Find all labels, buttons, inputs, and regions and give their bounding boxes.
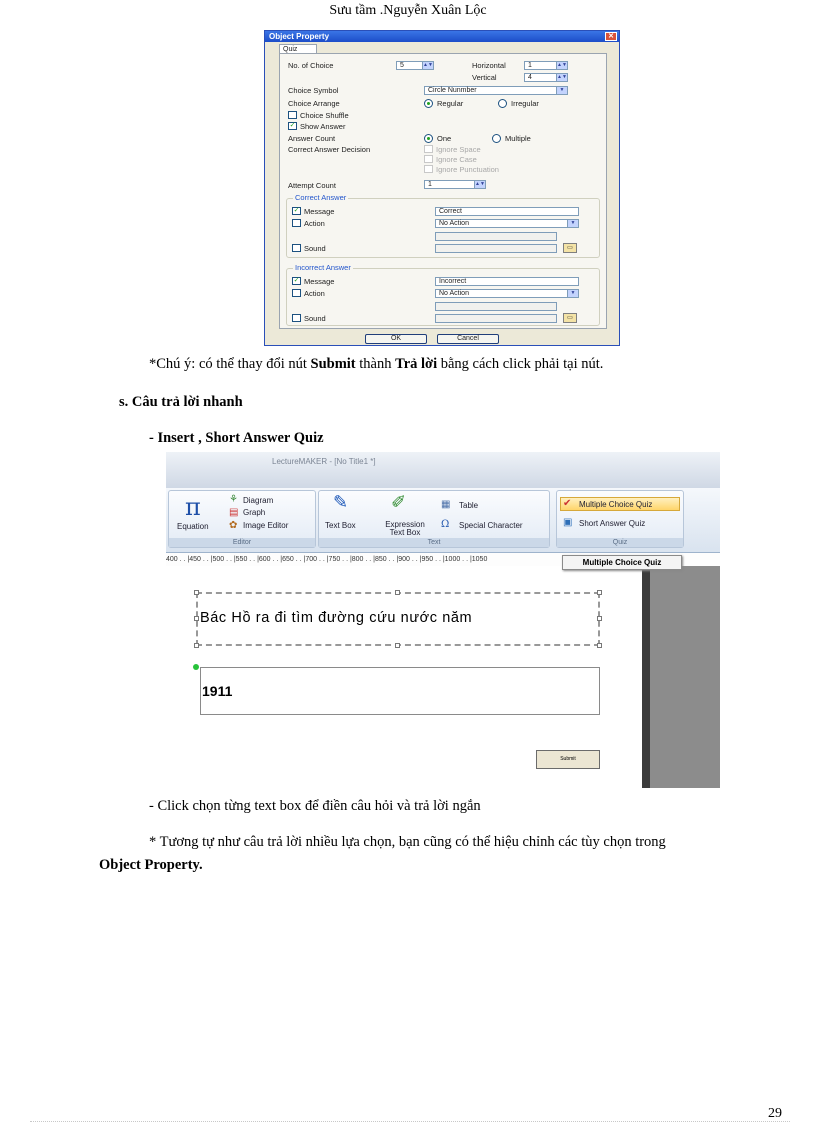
correct-action-select[interactable] [435, 219, 579, 228]
correct-answer-title: Correct Answer [295, 193, 347, 202]
multiple-choice-quiz-button[interactable]: Multiple Choice Quiz [579, 500, 653, 509]
text-box-button[interactable]: Text Box [325, 521, 356, 530]
expression-text-box-button[interactable]: Expression Text Box [385, 520, 425, 537]
ribbon [166, 488, 720, 553]
ignore-case-checkbox[interactable] [424, 155, 433, 163]
object-property-ref: Object Property. [99, 857, 203, 873]
note-text: *Chú ý: có thể thay đổi nút [149, 356, 311, 372]
chevron-down-icon[interactable]: ▼ [567, 290, 578, 297]
ignore-punctuation-label: Ignore Punctuation [436, 165, 499, 174]
no-of-choice-label: No. of Choice [288, 61, 334, 70]
quiz-group [556, 490, 684, 548]
ignore-case-label: Ignore Case [436, 155, 477, 164]
correct-sound-label: Sound [304, 244, 326, 253]
omega-icon[interactable]: Ω [441, 519, 450, 530]
folder-icon[interactable]: ▭ [563, 243, 577, 253]
spin-icon[interactable]: ▲▼ [423, 62, 433, 68]
page-number: 29 [768, 1106, 782, 1121]
short-answer-quiz-button[interactable]: Short Answer Quiz [579, 519, 646, 528]
chevron-down-icon[interactable]: ▼ [567, 220, 578, 227]
diagram-icon[interactable]: ⚘ [229, 494, 238, 505]
dialog-title: Object Property [269, 32, 330, 41]
close-icon[interactable]: ✕ [605, 32, 617, 41]
resize-handle[interactable] [194, 643, 199, 648]
note-text: bằng cách click phải tại nút. [437, 356, 604, 372]
ruler: 400 . . |450 . . |500 . . |550 . . |600 . . |650 . . |700 . . |750 . . |800 . . |850 . . |900 . . |950 . . |1000 . . |1050 [166, 553, 720, 567]
multiple-choice-icon[interactable]: ✔ [563, 498, 572, 509]
incorrect-action-checkbox[interactable] [292, 289, 301, 297]
resize-handle[interactable] [395, 643, 400, 648]
click-instruction: - Click chọn từng text box để điền câu hỏi và trả lời ngắn [149, 798, 481, 814]
correct-action-checkbox[interactable] [292, 219, 301, 227]
spin-icon[interactable]: ▲▼ [557, 62, 567, 68]
resize-handle[interactable] [194, 616, 199, 621]
footer-divider [30, 1121, 790, 1122]
no-of-choice-stepper[interactable] [396, 61, 434, 70]
irregular-label: Irregular [511, 99, 539, 108]
editor-group-caption: Editor [169, 538, 315, 547]
no-of-choice-value: 5 [400, 62, 404, 69]
answer-text: 1911 [202, 683, 233, 699]
diagram-button[interactable]: Diagram [243, 496, 274, 505]
note-text: thành [355, 356, 396, 372]
lecturemaker-title-bar: LectureMAKER - [No Title1 *] [166, 452, 720, 488]
irregular-radio[interactable] [498, 99, 507, 108]
incorrect-message-input[interactable]: Incorrect [435, 277, 579, 286]
expression-text-box-icon[interactable]: ✐ [391, 492, 407, 512]
vertical-value: 4 [528, 74, 532, 81]
rotation-handle[interactable] [193, 664, 199, 670]
resize-handle[interactable] [597, 616, 602, 621]
correct-decision-label: Correct Answer Decision [288, 145, 371, 154]
answer-count-label: Answer Count [288, 134, 336, 143]
pi-icon[interactable]: π [185, 493, 201, 521]
lecturemaker-screenshot [166, 452, 720, 788]
text-group-caption: Text [319, 538, 549, 547]
choice-symbol-label: Choice Symbol [288, 86, 339, 95]
resize-handle[interactable] [194, 590, 199, 595]
section-heading: s. Câu trả lời nhanh [119, 394, 243, 410]
graph-icon[interactable]: ▤ [229, 507, 239, 518]
special-character-button[interactable]: Special Character [459, 521, 523, 530]
incorrect-message-label: Message [304, 277, 335, 286]
incorrect-answer-title: Incorrect Answer [295, 263, 351, 272]
choice-symbol-select[interactable] [424, 86, 568, 95]
tooltip: Multiple Choice Quiz [562, 555, 682, 570]
image-editor-button[interactable]: Image Editor [243, 521, 289, 530]
choice-shuffle-checkbox[interactable] [288, 111, 297, 119]
ignore-space-label: Ignore Space [436, 145, 481, 154]
dialog-title-bar [265, 31, 619, 42]
correct-message-label: Message [304, 207, 335, 216]
image-editor-icon[interactable]: ✿ [229, 520, 238, 531]
incorrect-action-detail-field[interactable] [435, 302, 557, 311]
correct-action-detail-field[interactable] [435, 232, 557, 241]
incorrect-sound-label: Sound [304, 314, 326, 323]
one-radio[interactable] [424, 134, 433, 143]
correct-sound-checkbox[interactable] [292, 244, 301, 252]
graph-button[interactable]: Graph [243, 508, 266, 517]
incorrect-action-value: No Action [439, 290, 469, 297]
quiz-group-caption: Quiz [557, 538, 683, 547]
correct-sound-field[interactable] [435, 244, 557, 253]
note-tra-loi-word: Trả lời [395, 356, 438, 372]
slide-edge [642, 566, 650, 788]
editor-group [168, 490, 316, 548]
tab-quiz[interactable]: Quiz [279, 44, 317, 54]
text-group [318, 490, 550, 548]
folder-icon[interactable]: ▭ [563, 313, 577, 323]
answer-text-box[interactable] [200, 667, 600, 715]
correct-action-value: No Action [439, 220, 469, 227]
object-property-dialog [264, 30, 620, 346]
multiple-label: Multiple [505, 134, 531, 143]
resize-handle[interactable] [395, 590, 400, 595]
regular-radio[interactable] [424, 99, 433, 108]
attempt-count-value: 1 [428, 181, 432, 188]
incorrect-message-checkbox[interactable]: ✓ [293, 277, 300, 284]
horizontal-stepper[interactable] [524, 61, 568, 70]
quiz-panel [279, 53, 607, 329]
correct-message-checkbox[interactable]: ✓ [293, 207, 300, 214]
choice-symbol-value: Circle Nunmber [428, 87, 477, 94]
one-label: One [437, 134, 452, 143]
cancel-button[interactable]: Cancel [437, 334, 499, 344]
show-answer-label: Show Answer [300, 122, 346, 131]
attempt-count-stepper[interactable] [424, 180, 486, 189]
choice-shuffle-label: Choice Shuffle [300, 111, 349, 120]
regular-label: Regular [437, 99, 464, 108]
correct-answer-group [286, 193, 600, 258]
vertical-stepper[interactable] [524, 73, 568, 82]
resize-handle[interactable] [597, 643, 602, 648]
incorrect-action-select[interactable] [435, 289, 579, 298]
horizontal-value: 1 [528, 62, 532, 69]
incorrect-answer-group [286, 263, 600, 326]
table-button[interactable]: Table [459, 501, 479, 510]
workspace-margin [642, 566, 720, 788]
short-answer-icon[interactable]: ▣ [563, 517, 573, 528]
note-submit-word: Submit [310, 356, 356, 372]
ignore-punctuation-checkbox[interactable] [424, 165, 433, 173]
attempt-count-label: Attempt Count [288, 181, 336, 190]
ignore-space-checkbox[interactable] [424, 145, 433, 153]
chevron-down-icon[interactable]: ▼ [556, 87, 567, 94]
note-submit-line [149, 356, 603, 373]
insert-instruction: - Insert , Short Answer Quiz [149, 430, 324, 446]
incorrect-sound-field[interactable] [435, 314, 557, 323]
similar-note: * Tương tự như câu trả lời nhiều lựa chọn, bạn cũng có thể hiệu chỉnh các tùy chọn trong [149, 834, 666, 850]
choice-arrange-label: Choice Arrange [288, 99, 340, 108]
spin-icon[interactable]: ▲▼ [475, 181, 485, 187]
incorrect-action-label: Action [304, 289, 325, 298]
resize-handle[interactable] [597, 590, 602, 595]
correct-message-input[interactable]: Correct [435, 207, 579, 216]
question-text: Bác Hồ ra đi tìm đường cứu nước năm [200, 610, 473, 626]
page-header: Sưu tầm .Nguyễn Xuân Lộc [329, 3, 487, 18]
submit-button[interactable]: Submit [536, 750, 600, 769]
text-box-icon[interactable]: ✎ [333, 492, 349, 512]
vertical-label: Vertical [472, 73, 497, 82]
spin-icon[interactable]: ▲▼ [557, 74, 567, 80]
correct-action-label: Action [304, 219, 325, 228]
multiple-radio[interactable] [492, 134, 501, 143]
table-icon[interactable]: ▦ [441, 499, 451, 510]
show-answer-checkbox[interactable]: ✓ [289, 122, 296, 129]
incorrect-sound-checkbox[interactable] [292, 314, 301, 322]
ok-button[interactable]: OK [365, 334, 427, 344]
horizontal-label: Horizontal [472, 61, 506, 70]
equation-button[interactable]: Equation [177, 522, 209, 531]
